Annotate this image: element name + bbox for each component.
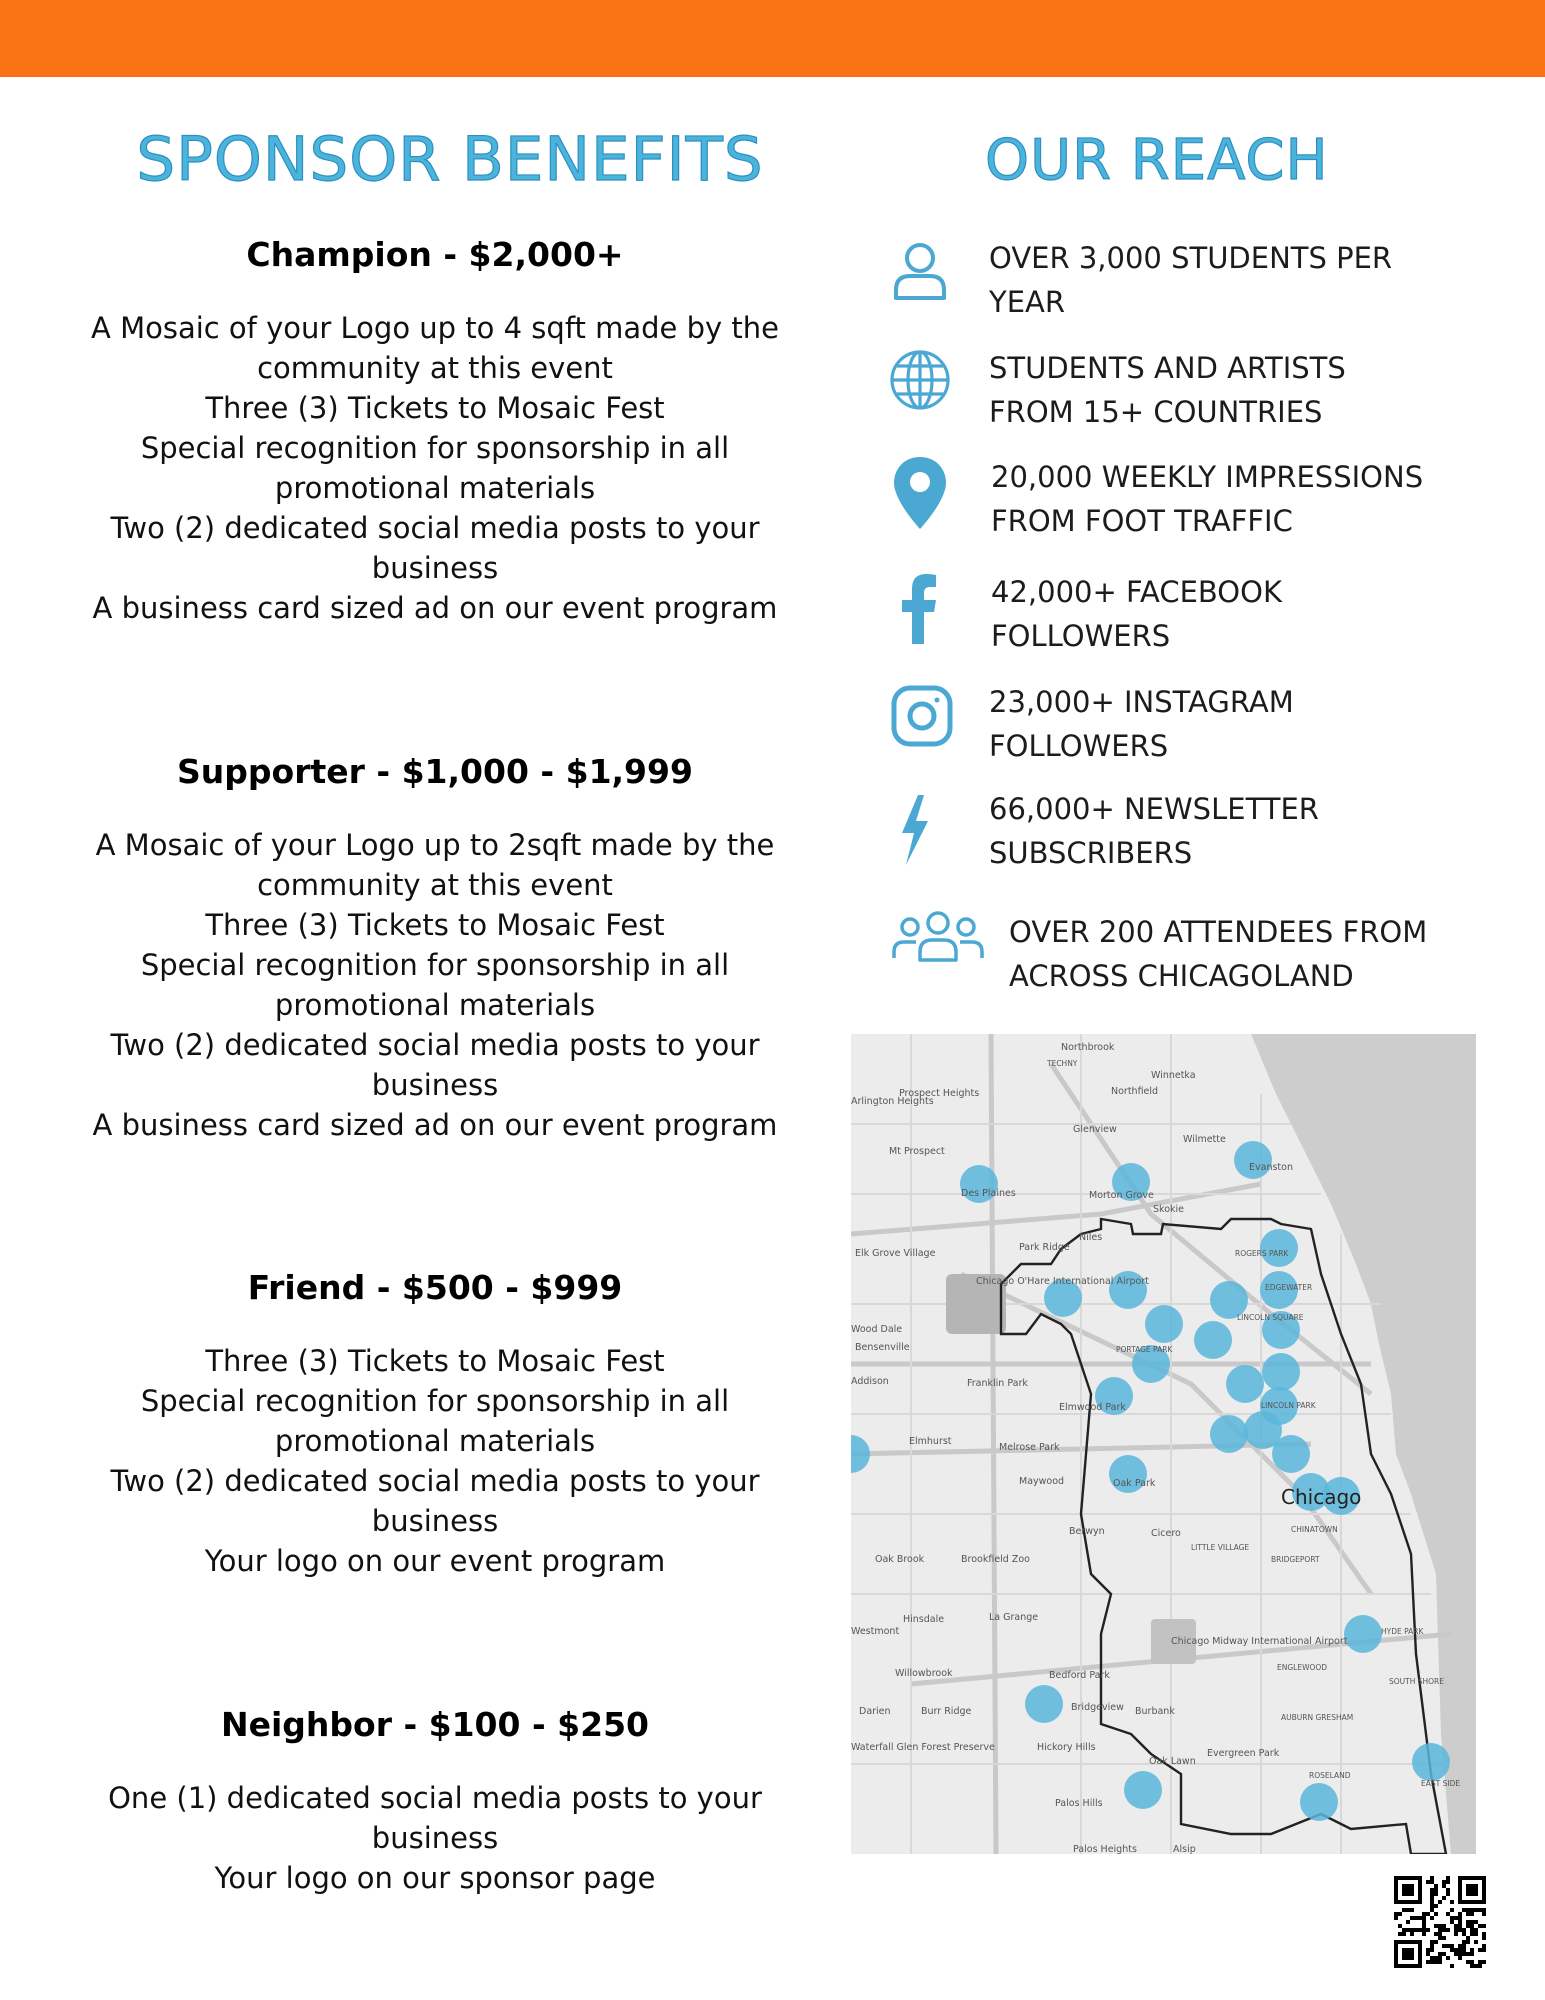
map-place-label: Evergreen Park: [1207, 1748, 1280, 1759]
map-place-label: Waterfall Glen Forest Preserve: [851, 1742, 995, 1753]
map-place-label: CHINATOWN: [1291, 1525, 1338, 1534]
map-place-label: Chicago O'Hare International Airport: [976, 1276, 1149, 1287]
benefit-item: One (1) dedicated social media posts to your business: [108, 1781, 762, 1855]
map-place-label: Winnetka: [1151, 1070, 1196, 1081]
map-place-label: PORTAGE PARK: [1116, 1345, 1173, 1354]
tier-title: Supporter - $1,000 - $1,999: [177, 752, 693, 791]
benefit-item: A business card sized ad on our event program: [92, 591, 778, 625]
top-accent-bar: [0, 0, 1545, 77]
map-place-label: Park Ridge: [1019, 1242, 1070, 1253]
map-place-label: Glenview: [1073, 1124, 1117, 1135]
reach-stat-cont: FOLLOWERS: [991, 619, 1171, 653]
map-place-label: Darien: [859, 1706, 891, 1717]
reach-stat-cont: SUBSCRIBERS: [989, 836, 1193, 870]
attendee-location-dot: [1272, 1435, 1310, 1473]
tier-title: Friend - $500 - $999: [247, 1268, 623, 1307]
benefit-item: A business card sized ad on our event program: [92, 1108, 778, 1142]
map-place-label: Prospect Heights: [899, 1088, 980, 1099]
benefit-item: Two (2) dedicated social media posts to your business: [110, 1464, 760, 1538]
map-place-label: Des Plaines: [961, 1188, 1016, 1199]
map-place-label: Arlington Heights: [851, 1096, 934, 1107]
map-place-label: Berwyn: [1069, 1526, 1105, 1537]
attendee-location-dot: [1145, 1305, 1183, 1343]
attendee-location-dot: [1194, 1321, 1232, 1359]
chicagoland-map: [851, 1034, 1476, 1854]
reach-stat: 20,000 WEEKLY IMPRESSIONS: [991, 460, 1424, 494]
map-place-label: BRIDGEPORT: [1271, 1555, 1320, 1564]
tier-title: Neighbor - $100 - $250: [220, 1705, 650, 1744]
attendee-location-dot: [1344, 1615, 1382, 1653]
map-place-label: Cicero: [1151, 1528, 1181, 1539]
benefit-item: A Mosaic of your Logo up to 4 sqft made by the community at this event: [91, 311, 779, 385]
map-place-label: Burbank: [1135, 1706, 1175, 1717]
tier-benefits-list: [60, 308, 810, 628]
benefit-item: Your logo on our sponsor page: [214, 1861, 656, 1895]
reach-stat: OVER 3,000 STUDENTS PER: [989, 241, 1393, 275]
reach-stat-cont: FROM FOOT TRAFFIC: [991, 504, 1293, 538]
map-place-label: Bridgeview: [1071, 1702, 1124, 1713]
map-place-label: Wilmette: [1183, 1134, 1226, 1145]
map-place-label: Oak Brook: [875, 1554, 925, 1565]
reach-stat-cont: FOLLOWERS: [989, 729, 1169, 763]
benefit-item: Special recognition for sponsorship in all promotional materials: [140, 1384, 730, 1458]
lightning-icon: [894, 793, 934, 867]
reach-stat: 42,000+ FACEBOOK: [991, 575, 1282, 609]
map-place-label: Franklin Park: [967, 1378, 1028, 1389]
tier-champion: [60, 235, 810, 628]
map-place-label: Westmont: [851, 1626, 900, 1637]
map-place-label: SOUTH SHORE: [1389, 1677, 1445, 1686]
map-place-label: Mt Prospect: [889, 1146, 945, 1157]
tier-neighbor: [60, 1705, 810, 1898]
map-place-label: Morton Grove: [1089, 1190, 1154, 1201]
map-place-label: ROGERS PARK: [1235, 1249, 1289, 1258]
reach-stat: 66,000+ NEWSLETTER: [989, 792, 1319, 826]
benefit-item: Special recognition for sponsorship in all promotional materials: [140, 948, 730, 1022]
benefit-item: Three (3) Tickets to Mosaic Fest: [205, 1344, 665, 1378]
map-place-label: HYDE PARK: [1381, 1627, 1424, 1636]
benefit-item: Three (3) Tickets to Mosaic Fest: [205, 391, 665, 425]
map-place-label: Maywood: [1019, 1476, 1065, 1487]
map-place-label: Skokie: [1153, 1204, 1184, 1215]
map-place-label: La Grange: [989, 1612, 1039, 1623]
map-place-label: Palos Hills: [1055, 1798, 1103, 1809]
person-icon: [888, 238, 952, 302]
attendee-location-dot: [1025, 1685, 1063, 1723]
map-place-label: Hinsdale: [903, 1614, 945, 1625]
map-place-label: Oak Park: [1113, 1478, 1156, 1489]
tier-friend: [60, 1268, 810, 1581]
qr-code[interactable]: [1394, 1876, 1486, 1968]
map-place-label: Elmhurst: [909, 1436, 952, 1447]
benefit-item: Special recognition for sponsorship in all promotional materials: [140, 431, 730, 505]
map-place-label: Elk Grove Village: [855, 1248, 936, 1259]
map-place-label: Evanston: [1249, 1162, 1293, 1173]
tier-benefits-list: [60, 1778, 810, 1898]
map-place-label: ROSELAND: [1309, 1771, 1351, 1780]
map-place-label: Hickory Hills: [1037, 1742, 1096, 1753]
map-place-label: Addison: [851, 1376, 889, 1387]
map-place-label: ENGLEWOOD: [1277, 1663, 1328, 1672]
map-place-label: Northbrook: [1061, 1042, 1115, 1053]
tier-benefits-list: [60, 825, 810, 1145]
globe-icon: [888, 348, 952, 412]
map-place-label: Brookfield Zoo: [961, 1554, 1030, 1565]
benefit-item: Three (3) Tickets to Mosaic Fest: [205, 908, 665, 942]
map-place-label: Chicago: [1281, 1485, 1362, 1509]
benefit-item: Two (2) dedicated social media posts to your business: [110, 1028, 760, 1102]
map-place-label: EDGEWATER: [1265, 1283, 1313, 1292]
instagram-icon: [890, 684, 954, 748]
map-place-label: AUBURN GRESHAM: [1281, 1713, 1354, 1722]
attendee-location-dot: [1124, 1771, 1162, 1809]
map-place-label: Bedford Park: [1049, 1670, 1110, 1681]
attendee-location-dot: [1226, 1365, 1264, 1403]
reach-stat-cont: ACROSS CHICAGOLAND: [1009, 959, 1354, 993]
attendee-location-dot: [1260, 1229, 1298, 1267]
reach-stat-cont: YEAR: [989, 285, 1066, 319]
attendee-location-dot: [1412, 1743, 1450, 1781]
benefit-item: Two (2) dedicated social media posts to your business: [110, 511, 760, 585]
map-place-label: TECHNY: [1047, 1059, 1078, 1068]
map-place-label: Alsip: [1173, 1844, 1196, 1854]
reach-stat: OVER 200 ATTENDEES FROM: [1009, 915, 1428, 949]
map-place-label: Northfield: [1111, 1086, 1159, 1097]
benefit-item: A Mosaic of your Logo up to 2sqft made by the community at this event: [95, 828, 775, 902]
map-place-label: Wood Dale: [851, 1324, 903, 1335]
facebook-icon: [888, 572, 952, 644]
attendee-location-dot: [1234, 1141, 1272, 1179]
map-place-label: Niles: [1079, 1232, 1103, 1243]
benefit-item: Your logo on our event program: [204, 1544, 666, 1578]
map-place-label: EAST SIDE: [1421, 1779, 1461, 1788]
our-reach-heading: OUR REACH: [985, 128, 1329, 193]
map-place-label: Chicago Midway International Airport: [1171, 1636, 1348, 1647]
reach-stat: STUDENTS AND ARTISTS: [989, 351, 1346, 385]
reach-stat: 23,000+ INSTAGRAM: [989, 685, 1294, 719]
map-place-label: Palos Heights: [1073, 1844, 1137, 1854]
map-place-label: Elmwood Park: [1059, 1402, 1126, 1413]
attendee-location-dot: [1262, 1353, 1300, 1391]
tier-title: Champion - $2,000+: [246, 235, 624, 274]
map-place-label: LINCOLN PARK: [1261, 1401, 1316, 1410]
location-pin-icon: [888, 455, 952, 531]
reach-stat-cont: FROM 15+ COUNTRIES: [989, 395, 1323, 429]
map-place-label: Burr Ridge: [921, 1706, 972, 1717]
map-place-label: Bensenville: [855, 1342, 910, 1353]
map-place-label: LITTLE VILLAGE: [1191, 1543, 1250, 1552]
map-place-label: Oak Lawn: [1149, 1756, 1196, 1767]
map-place-label: Willowbrook: [895, 1668, 953, 1679]
tier-supporter: [60, 752, 810, 1145]
sponsor-benefits-heading: SPONSOR BENEFITS: [136, 124, 764, 195]
tier-benefits-list: [60, 1341, 810, 1581]
map-place-label: Melrose Park: [999, 1442, 1060, 1453]
map-place-label: LINCOLN SQUARE: [1237, 1313, 1304, 1322]
attendee-location-dot: [1300, 1783, 1338, 1821]
attendee-location-dot: [1210, 1415, 1248, 1453]
group-icon: [890, 910, 986, 962]
